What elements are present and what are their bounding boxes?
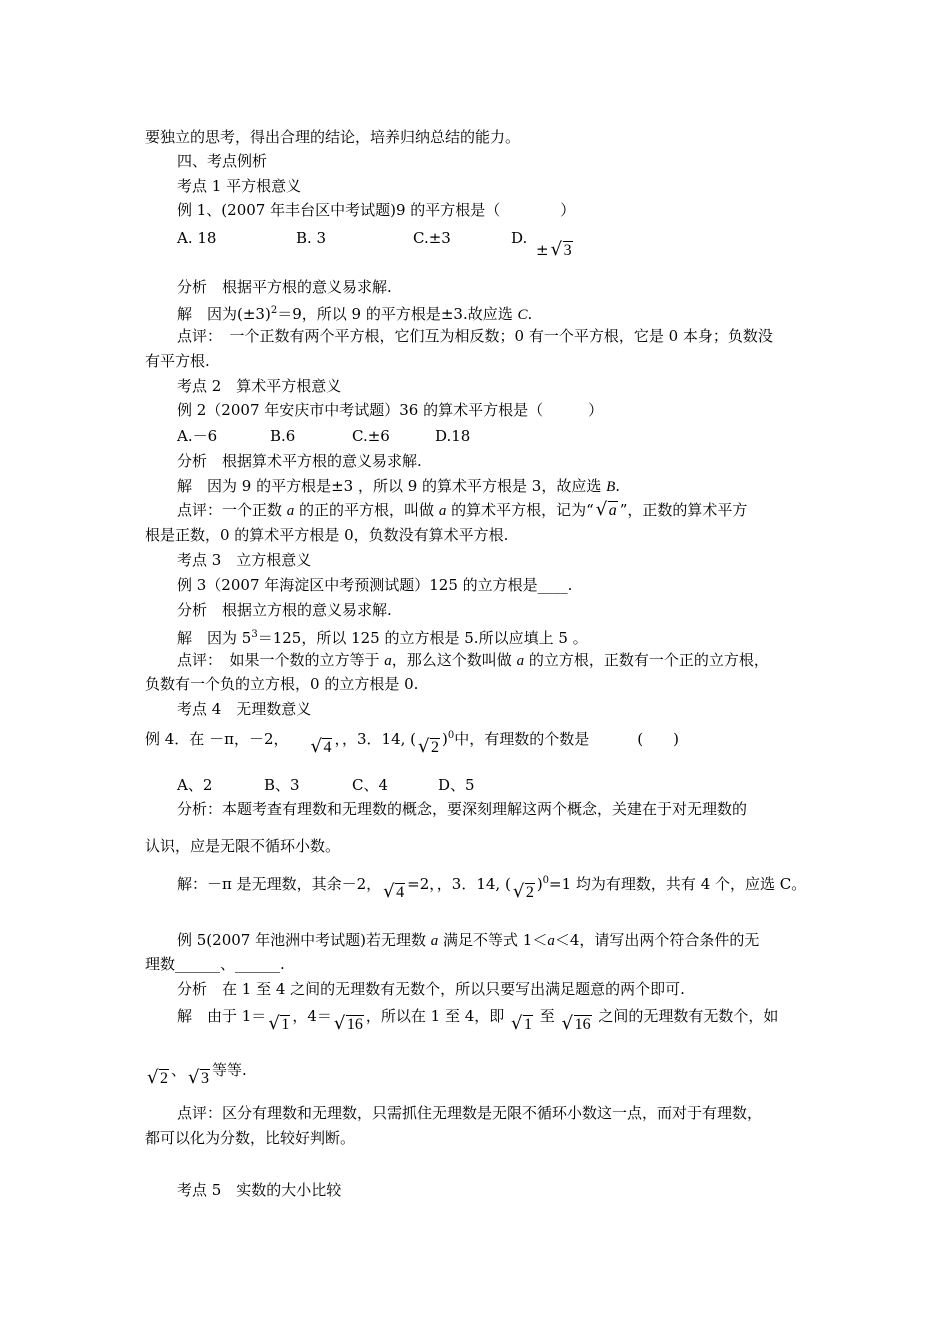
text-line: 要独立的思考，得出合理的结论，培养归纳总结的能力。: [145, 128, 521, 146]
comment-line: 点评：区分有理数和无理数，只需抓住无理数是无限不循环小数这一点，而对于有理数，: [177, 1104, 763, 1122]
solution-line: 解 因为$(\pm 3)^2=9$，所以 9 的平方根是±3.故应选 C.: [177, 305, 533, 323]
option-b: B.6: [270, 427, 296, 445]
topic-heading: 考点 3 立方根意义: [177, 551, 312, 569]
topic-heading: 考点 1 平方根意义: [177, 177, 302, 195]
comment-line: 点评： 一个正数有两个平方根，它们互为相反数；0 有一个平方根，它是 0 本身；负数没: [177, 327, 773, 345]
text-line: 认识，应是无限不循环小数。: [145, 837, 341, 855]
sqrt-16: √ 16: [333, 1013, 363, 1034]
sqrt-3: √ 3: [188, 1067, 210, 1088]
sqrt-2: √ 2: [147, 1067, 168, 1088]
sqrt-a: √ a: [595, 499, 617, 520]
option-a: A、2: [177, 776, 213, 794]
option-a: A.－6: [177, 427, 218, 445]
option-b: B. 3: [296, 229, 327, 247]
analysis-line: 分析 根据平方根的意义易求解.: [177, 278, 392, 296]
option-d: D、5: [438, 776, 475, 794]
option-d: D.18: [435, 427, 471, 445]
solution-line: 解 因为 $5^3=125$，所以 125 的立方根是 5.所以应填上 5 。: [177, 629, 588, 647]
solution-line: 解 由于 1＝ √ 1 ，4＝ √ 16 ，所以在 1 至 4，即 √ 1 至 √ 16 之间的无理数有无数个，如: [177, 1007, 779, 1034]
sqrt-3: √ 3: [550, 239, 572, 260]
solution-line: 解 因为 9 的平方根是±3 ，所以 9 的算术平方根是 3，故应选 B.: [177, 477, 621, 495]
text-line: 负数有一个负的立方根，0 的立方根是 0.: [145, 675, 419, 693]
example-question: 例 3（2007 年海淀区中考预测试题）125 的立方根是____.: [177, 576, 573, 594]
sqrt-2: √ 2: [418, 736, 440, 757]
analysis-line: 分析 根据算术平方根的意义易求解.: [177, 452, 422, 470]
comment-line: 点评：一个正数 a 的正的平方根，叫做 a 的算术平方根，记为“ √ a ”，正数的算术平方: [177, 499, 748, 520]
option-c: C.±6: [352, 427, 390, 445]
text-line: √ 2 、 √ 3 等等.: [147, 1061, 247, 1088]
sqrt-1: √ 1: [268, 1013, 290, 1034]
example-question: 例 1、(2007 年丰台区中考试题)9 的平方根是（ ）: [177, 201, 576, 219]
topic-heading: 考点 2 算术平方根意义: [177, 377, 342, 395]
topic-heading: 考点 4 无理数意义: [177, 700, 312, 718]
option-c: C、4: [352, 776, 389, 794]
topic-heading: 考点 5 实数的大小比较: [177, 1181, 342, 1199]
sqrt-2: √ 2: [512, 881, 534, 902]
option-a: A. 18: [177, 229, 217, 247]
analysis-line: 分析：本题考查有理数和无理数的概念，要深刻理解这两个概念，关建在于对无理数的: [177, 800, 748, 818]
option-d-value: ± √ 3: [536, 239, 572, 260]
sqrt-4: √ 4: [310, 736, 332, 757]
comment-line: 点评： 如果一个数的立方等于 a，那么这个数叫做 a 的立方根，正数有一个正的立方根，: [177, 651, 769, 669]
option-b: B、3: [264, 776, 300, 794]
text-line: 理数______、______.: [145, 955, 285, 973]
analysis-line: 分析 根据立方根的意义易求解.: [177, 601, 392, 619]
analysis-line: 分析 在 1 至 4 之间的无理数有无数个，所以只要写出满足题意的两个即可.: [177, 980, 685, 998]
text-line: 都可以化为分数，比较好判断。: [145, 1129, 356, 1147]
example-question: 例 2（2007 年安庆市中考试题）36 的算术平方根是（ ）: [177, 401, 604, 419]
option-d: D.: [511, 229, 528, 247]
option-c: C.±3: [413, 229, 451, 247]
sqrt-16: √ 16: [561, 1013, 591, 1034]
example-question: 例 5(2007 年池洲中考试题)若无理数 a 满足不等式 1＜a＜4，请写出两个符合条件的无: [177, 931, 760, 949]
sqrt-4: √ 4: [383, 881, 405, 902]
example-question: 例 4．在 －π，－2， √ 4 ，，3．14, ( √ 2 )$^0$中，有理数的个数是 ( ): [145, 730, 679, 757]
solution-line: 解：－π 是无理数，其余－2， √ 4 =2，，3．14, ( √ 2 )$^0$=1 均为有理数，共有 4 个，应选 C。: [177, 875, 807, 902]
text-line: 有平方根.: [145, 352, 210, 370]
text-line: 根是正数，0 的算术平方根是 0，负数没有算术平方根.: [145, 526, 509, 544]
sqrt-1: √ 1: [511, 1013, 533, 1034]
section-heading: 四、考点例析: [177, 152, 268, 170]
